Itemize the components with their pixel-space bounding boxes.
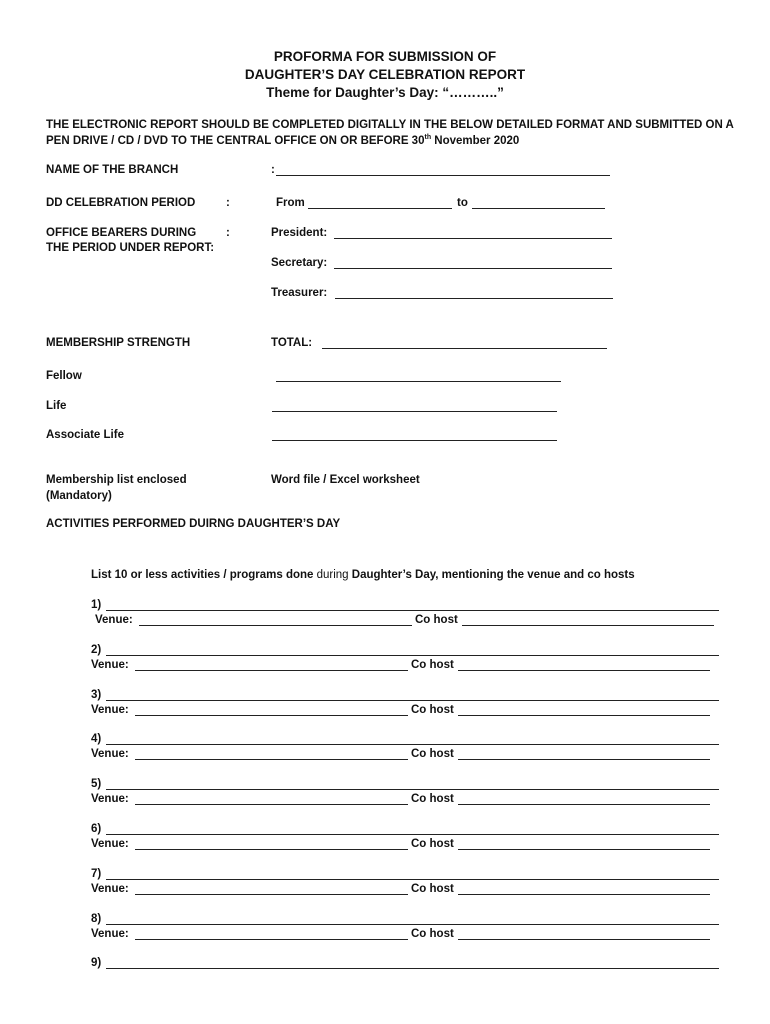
- venue-label: Venue:: [91, 704, 129, 716]
- instruction-deadline: November 2020: [431, 134, 520, 147]
- venue-label: Venue:: [91, 883, 129, 895]
- fellow-label: Fellow: [46, 370, 82, 382]
- cohost-field[interactable]: [458, 939, 710, 940]
- branch-colon: :: [271, 164, 275, 176]
- bearers-label-line1: OFFICE BEARERS DURING: [46, 227, 197, 239]
- fellow-field[interactable]: [276, 381, 561, 382]
- activity-description-field[interactable]: [106, 834, 719, 835]
- venue-label: Venue:: [91, 748, 129, 760]
- activity-description-field[interactable]: [106, 655, 719, 656]
- cohost-label: Co host: [411, 838, 454, 850]
- period-to-field[interactable]: [472, 208, 605, 209]
- activity-number: 1): [91, 599, 102, 611]
- associate-life-field[interactable]: [272, 440, 557, 441]
- cohost-label: Co host: [411, 748, 454, 760]
- secretary-label: Secretary:: [271, 257, 328, 269]
- bearers-label-line2: THE PERIOD UNDER REPORT:: [46, 242, 215, 254]
- form-title-line2: DAUGHTER’S DAY CELEBRATION REPORT: [244, 67, 526, 82]
- cohost-field[interactable]: [458, 759, 710, 760]
- activity-number: 9): [91, 957, 102, 969]
- period-from-field[interactable]: [308, 208, 452, 209]
- activities-intro-part2: during: [316, 569, 349, 581]
- period-colon: :: [226, 197, 230, 209]
- venue-field[interactable]: [139, 625, 412, 626]
- cohost-field[interactable]: [458, 715, 710, 716]
- membership-list-label-line1: Membership list enclosed: [46, 474, 187, 486]
- period-label: DD CELEBRATION PERIOD: [46, 197, 196, 209]
- period-to-label: to: [457, 197, 468, 209]
- branch-name-field[interactable]: [276, 175, 610, 176]
- venue-label: Venue:: [91, 659, 129, 671]
- activity-number: 6): [91, 823, 102, 835]
- total-label: TOTAL:: [271, 337, 313, 349]
- submission-instruction: [46, 118, 736, 149]
- venue-field[interactable]: [135, 894, 408, 895]
- life-label: Life: [46, 400, 67, 412]
- venue-field[interactable]: [135, 670, 408, 671]
- form-theme-line: Theme for Daughter’s Day: “………..”: [266, 85, 504, 100]
- associate-life-label: Associate Life: [46, 429, 124, 441]
- activity-description-field[interactable]: [106, 879, 719, 880]
- activity-description-field[interactable]: [106, 789, 719, 790]
- total-field[interactable]: [322, 348, 607, 349]
- activity-number: 4): [91, 733, 102, 745]
- venue-field[interactable]: [135, 849, 408, 850]
- membership-list-format: Word file / Excel worksheet: [271, 474, 420, 486]
- life-field[interactable]: [272, 411, 557, 412]
- cohost-field[interactable]: [458, 894, 710, 895]
- cohost-label: Co host: [411, 793, 454, 805]
- activities-heading: ACTIVITIES PERFORMED DUIRNG DAUGHTER’S DAY: [46, 518, 341, 530]
- cohost-label: Co host: [415, 614, 458, 626]
- activities-intro-part3: Daughter’s Day, mentioning the venue and co hosts: [348, 569, 635, 581]
- branch-label: NAME OF THE BRANCH: [46, 164, 179, 176]
- activity-description-field[interactable]: [106, 610, 719, 611]
- venue-label: Venue:: [91, 928, 129, 940]
- activity-description-field[interactable]: [106, 744, 719, 745]
- activities-intro: [91, 568, 635, 583]
- president-label: President:: [271, 227, 328, 239]
- activity-number: 7): [91, 868, 102, 880]
- cohost-label: Co host: [411, 883, 454, 895]
- activity-description-field[interactable]: [106, 924, 719, 925]
- membership-label: MEMBERSHIP STRENGTH: [46, 337, 191, 349]
- venue-field[interactable]: [135, 715, 408, 716]
- membership-list-label-line2: (Mandatory): [46, 490, 112, 502]
- form-title-line1: PROFORMA FOR SUBMISSION OF: [273, 49, 497, 64]
- activity-description-field[interactable]: [106, 700, 719, 701]
- period-from-label: From: [276, 197, 305, 209]
- instruction-text: THE ELECTRONIC REPORT SHOULD BE COMPLETED DIGITALLY IN THE BELOW DETAILED FORMAT AND SUBMITTED ON A PEN DRIVE / CD / DVD TO THE CENTRAL OFFICE ON OR BEFORE 30: [46, 119, 734, 147]
- cohost-field[interactable]: [458, 849, 710, 850]
- venue-label: Venue:: [91, 793, 129, 805]
- venue-label: Venue:: [91, 838, 129, 850]
- activity-number: 5): [91, 778, 102, 790]
- activity-description-field[interactable]: [106, 968, 719, 969]
- cohost-label: Co host: [411, 704, 454, 716]
- president-field[interactable]: [334, 238, 612, 239]
- cohost-label: Co host: [411, 928, 454, 940]
- treasurer-label: Treasurer:: [271, 287, 328, 299]
- venue-field[interactable]: [135, 804, 408, 805]
- venue-field[interactable]: [135, 939, 408, 940]
- activity-number: 8): [91, 913, 102, 925]
- activity-number: 3): [91, 689, 102, 701]
- activity-number: 2): [91, 644, 102, 656]
- bearers-colon: :: [226, 227, 230, 239]
- venue-label: Venue:: [95, 614, 133, 626]
- secretary-field[interactable]: [334, 268, 612, 269]
- treasurer-field[interactable]: [335, 298, 613, 299]
- cohost-label: Co host: [411, 659, 454, 671]
- activities-intro-part1: List 10 or less activities / programs done: [91, 569, 317, 581]
- cohost-field[interactable]: [458, 670, 710, 671]
- venue-field[interactable]: [135, 759, 408, 760]
- instruction-superscript: th: [424, 133, 432, 141]
- cohost-field[interactable]: [462, 625, 714, 626]
- cohost-field[interactable]: [458, 804, 710, 805]
